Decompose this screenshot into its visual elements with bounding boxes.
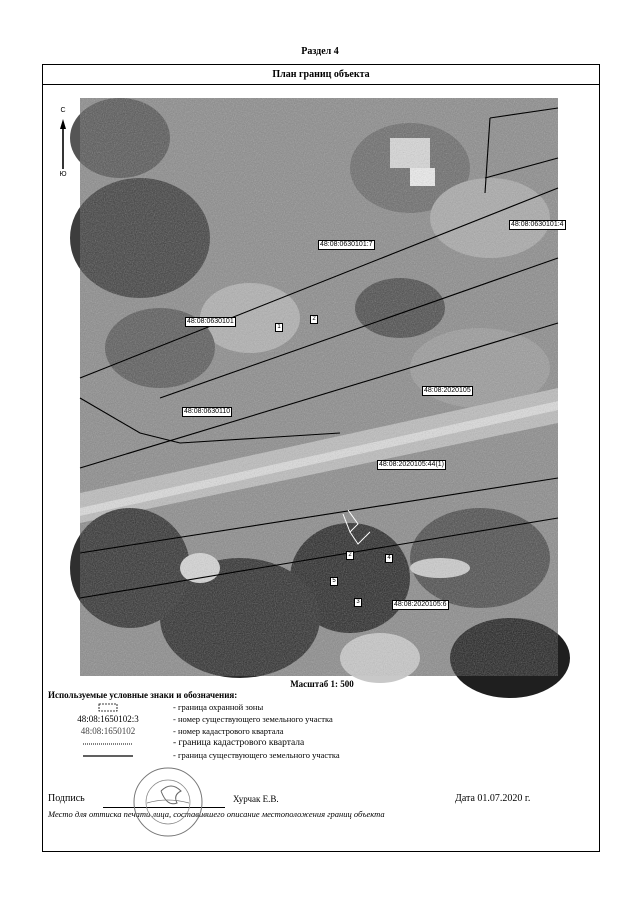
signer-name: Хурчак Е.В.	[233, 794, 279, 804]
parcel-label: 48:08:2020105:6	[394, 601, 447, 608]
plan-header: План границ объекта	[43, 65, 599, 85]
legend-title: Используемые условные знаки и обозначения:	[48, 690, 238, 700]
protection-zone-symbol	[49, 702, 167, 713]
document-frame	[42, 64, 600, 852]
parcel-label: 48:08:2020105:44(1)	[379, 461, 444, 468]
stamp-seal-icon	[131, 763, 205, 841]
parcel-boundary-symbol	[49, 750, 167, 761]
map-scale: Масштаб 1: 500	[290, 679, 354, 689]
point-marker: 2	[346, 551, 354, 560]
quarter-label: 48:08:2020105	[424, 387, 471, 394]
parcel-number-symbol: 48:08:1650102:3	[77, 714, 139, 724]
point-marker: 5	[330, 577, 338, 586]
point-marker: 3	[354, 598, 362, 607]
point-marker: 4	[385, 554, 393, 563]
quarter-boundary-symbol	[49, 738, 167, 749]
quarter-label: 48:08:0630110	[184, 408, 231, 415]
legend-desc: - граница охранной зоны	[173, 702, 264, 712]
stamp-note: Место для оттиска печати лица, составившего описание местоположения границ объекта	[48, 809, 385, 819]
aerial-map	[80, 98, 564, 676]
parcel-label: 48:08:0630101:4	[511, 221, 564, 228]
north-label: С	[60, 107, 66, 114]
legend-desc: - граница существующего земельного участка	[173, 750, 340, 760]
document-date: Дата 01.07.2020 г.	[455, 793, 531, 804]
point-marker: 1	[275, 323, 283, 332]
legend-desc: - номер существующего земельного участка	[173, 714, 333, 724]
legend-desc: - номер кадастрового квартала	[173, 726, 284, 736]
north-arrow	[56, 107, 70, 187]
aerial-photo	[80, 98, 558, 676]
parcel-label: 48:08:0630101:7	[320, 241, 373, 248]
south-label: Ю	[59, 171, 67, 178]
signature-label: Подпись	[48, 793, 85, 804]
section-title: Раздел 4	[301, 46, 339, 57]
quarter-label: 48:08:0630101	[187, 318, 234, 325]
quarter-number-symbol: 48:08:1650102	[80, 726, 136, 736]
legend-desc: - граница кадастрового квартала	[173, 738, 305, 748]
point-marker: 2	[310, 315, 318, 324]
